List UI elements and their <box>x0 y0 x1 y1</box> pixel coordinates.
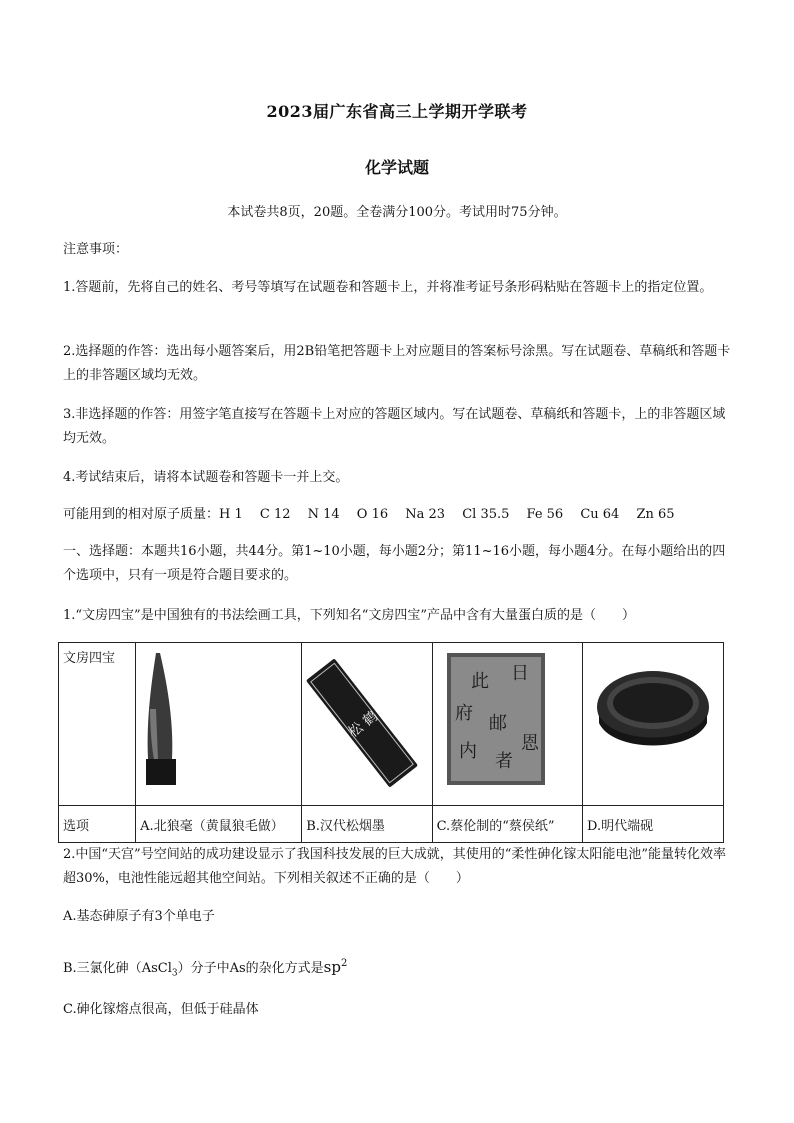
table-option-label: 选项 <box>59 806 136 843</box>
paper-glyph-4: 邮 <box>488 713 507 734</box>
cai-paper-image <box>433 649 573 789</box>
brush-image <box>136 649 286 797</box>
option-b: B.汉代松烟墨 <box>302 806 432 843</box>
ink-stick-image <box>302 649 422 797</box>
question-2-option-a: A.基态砷原子有3个单电子 <box>63 909 215 924</box>
question-2-option-c: C.砷化镓熔点很高，但低于硅晶体 <box>63 1002 259 1017</box>
option-b-image-cell <box>302 643 432 806</box>
option-a-image-cell <box>136 643 302 806</box>
question-1-stem: 1.“文房四宝”是中国独有的书法绘画工具，下列知名“文房四宝”产品中含有大量蛋白质的是（ ） <box>63 608 635 623</box>
formula-subscript: 3 <box>171 968 178 979</box>
hybrid-main: sp <box>323 958 341 976</box>
option-b-prefix: B.三氯化砷（ <box>63 961 142 976</box>
hybrid-superscript: 2 <box>340 958 348 969</box>
option-c: C.蔡伦制的“蔡侯纸” <box>432 806 582 843</box>
paper-glyph-5: 内 <box>458 741 477 762</box>
ascl3-formula <box>141 961 178 979</box>
option-d-image-cell <box>583 643 724 806</box>
inkstone-image <box>583 649 723 789</box>
atomic-masses: 可能用到的相对原子质量：H 1 C 12 N 14 O 16 Na 23 Cl 35.5 Fe 56 Cu 64 Zn 65 <box>63 507 675 522</box>
question-1-table <box>58 642 724 843</box>
section-1-instructions: 一、选择题：本题共16小题，共44分。第1~10小题，每小题2分；第11~16小题，每小题4分。在每小题给出的四个选项中，只有一项是符合题目要求的。 <box>63 544 726 583</box>
paper-glyph-6: 者 <box>494 751 513 772</box>
paper-glyph-7: 恩 <box>520 733 539 754</box>
exam-info: 本试卷共8页，20题。全卷满分100分。考试用时75分钟。 <box>227 205 567 220</box>
ink-stick-text: 松 鹤 <box>345 708 382 741</box>
option-d: D.明代端砚 <box>583 806 724 843</box>
notice-item-1: 1.答题前，先将自己的姓名、考号等填写在试题卷和答题卡上，并将准考证号条形码粘贴在答题卡上的指定位置。 <box>63 280 713 295</box>
question-2-stem: 2.中国“天宫”号空间站的成功建设显示了我国科技发展的巨大成就，其使用的“柔性砷化镓太阳能电池”能量转化效率超30%，电池性能远超其他空间站。下列相关叙述不正确的是（ ） <box>63 847 726 886</box>
paper-glyph-1: 此 <box>470 671 489 692</box>
paper-glyph-2: 日 <box>510 663 529 684</box>
exam-title: 2023届广东省高三上学期开学联考 <box>266 102 528 121</box>
option-a: A.北狼毫（黄鼠狼毛做） <box>136 806 302 843</box>
question-2-option-b <box>63 952 733 986</box>
notice-item-4: 4.考试结束后，请将本试题卷和答题卡一并上交。 <box>63 470 349 485</box>
notice-item-3: 3.非选择题的作答：用签字笔直接写在答题卡上对应的答题区域内。写在试题卷、草稿纸和答题卡，上的非答题区域均无效。 <box>63 407 726 446</box>
option-b-middle: ）分子中As的杂化方式是 <box>177 961 324 976</box>
sp2-formula <box>324 958 348 976</box>
notice-item-2: 2.选择题的作答：选出每小题答案后，用2B铅笔把答题卡上对应题目的答案标号涂黑。写在试题卷、草稿纸和答题卡上的非答题区域均无效。 <box>63 344 731 383</box>
formula-main: AsCl <box>141 961 172 976</box>
notice-heading: 注意事项： <box>63 242 129 257</box>
table-row-label: 文房四宝 <box>59 643 136 806</box>
paper-glyph-3: 府 <box>454 703 473 724</box>
option-c-image-cell <box>432 643 582 806</box>
subject-title: 化学试题 <box>364 158 429 177</box>
